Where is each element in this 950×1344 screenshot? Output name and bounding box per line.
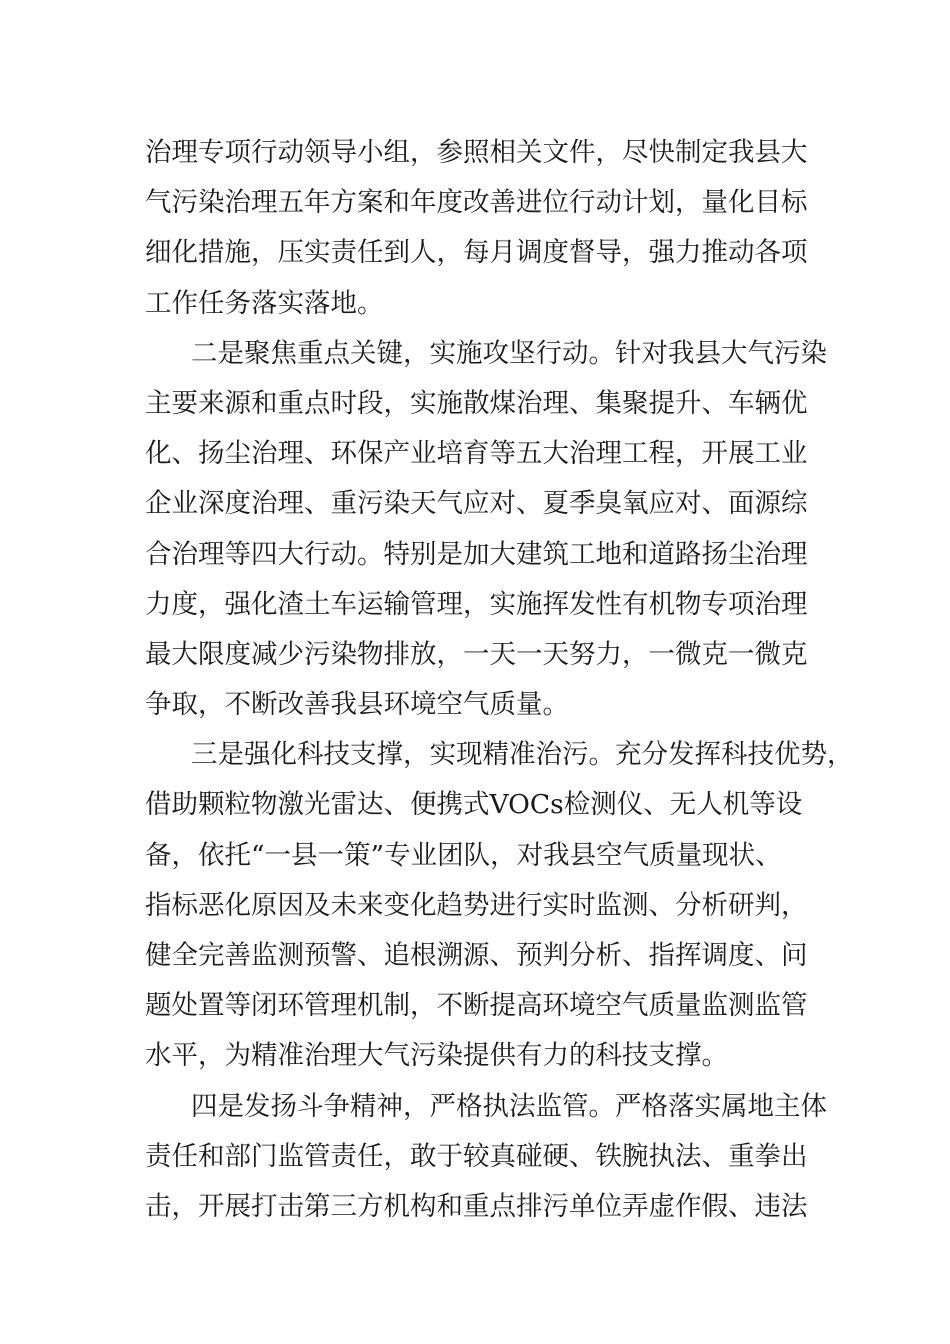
paragraph-4-first-line: 四是发扬斗争精神，严格执法监管。严格落实属地主体 <box>191 1090 827 1122</box>
text-line: 气污染治理五年方案和年度改善进位行动计划，量化目标 <box>145 187 808 219</box>
paragraph-3-first-line: 三是强化科技支撑，实现精准治污。充分发挥科技优势， <box>191 739 854 771</box>
text-line: 击，开展打击第三方机构和重点排污单位弄虚作假、违法 <box>145 1190 808 1222</box>
text-line: 合治理等四大行动。特别是加大建筑工地和道路扬尘治理 <box>145 538 808 570</box>
text-line: 企业深度治理、重污染天气应对、夏季臭氧应对、面源综 <box>145 488 808 520</box>
text-line: 治理专项行动领导小组，参照相关文件，尽快制定我县大 <box>145 137 808 168</box>
text-line: 备，依托“一县一策”专业团队，对我县空气质量现状、 <box>145 839 782 871</box>
text-line: 化、扬尘治理、环保产业培育等五大治理工程，开展工业 <box>145 438 808 470</box>
text-line: 健全完善监测预警、追根溯源、预判分析、指挥调度、问 <box>145 940 808 971</box>
paragraph-2-first-line: 二是聚焦重点关键，实施攻坚行动。针对我县大气污染 <box>191 337 827 369</box>
text-line: 最大限度减少污染物排放，一天一天努力，一微克一微克 <box>145 638 808 670</box>
text-line: 责任和部门监管责任，敢于较真碰硬、铁腕执法、重拳出 <box>145 1140 808 1172</box>
text-line: 水平，为精准治理大气污染提供有力的科技支撑。 <box>145 1040 728 1072</box>
body-text <box>145 128 854 1232</box>
text-line: 指标恶化原因及未来变化趋势进行实时监测、分析研判， <box>145 889 808 921</box>
text-line: 细化措施，压实责任到人，每月调度督导，强力推动各项 <box>145 237 808 269</box>
text-line: 题处置等闭环管理机制，不断提高环境空气质量监测监管 <box>145 990 808 1022</box>
text-line: 力度，强化渣土车运输管理，实施挥发性有机物专项治理 <box>145 588 808 620</box>
text-line: 借助颗粒物激光雷达、便携式VOCs检测仪、无人机等设 <box>145 789 803 821</box>
text-line: 争取，不断改善我县环境空气质量。 <box>145 689 569 721</box>
text-line: 工作任务落实落地。 <box>145 287 384 319</box>
text-line: 主要来源和重点时段，实施散煤治理、集聚提升、车辆优 <box>145 387 808 419</box>
